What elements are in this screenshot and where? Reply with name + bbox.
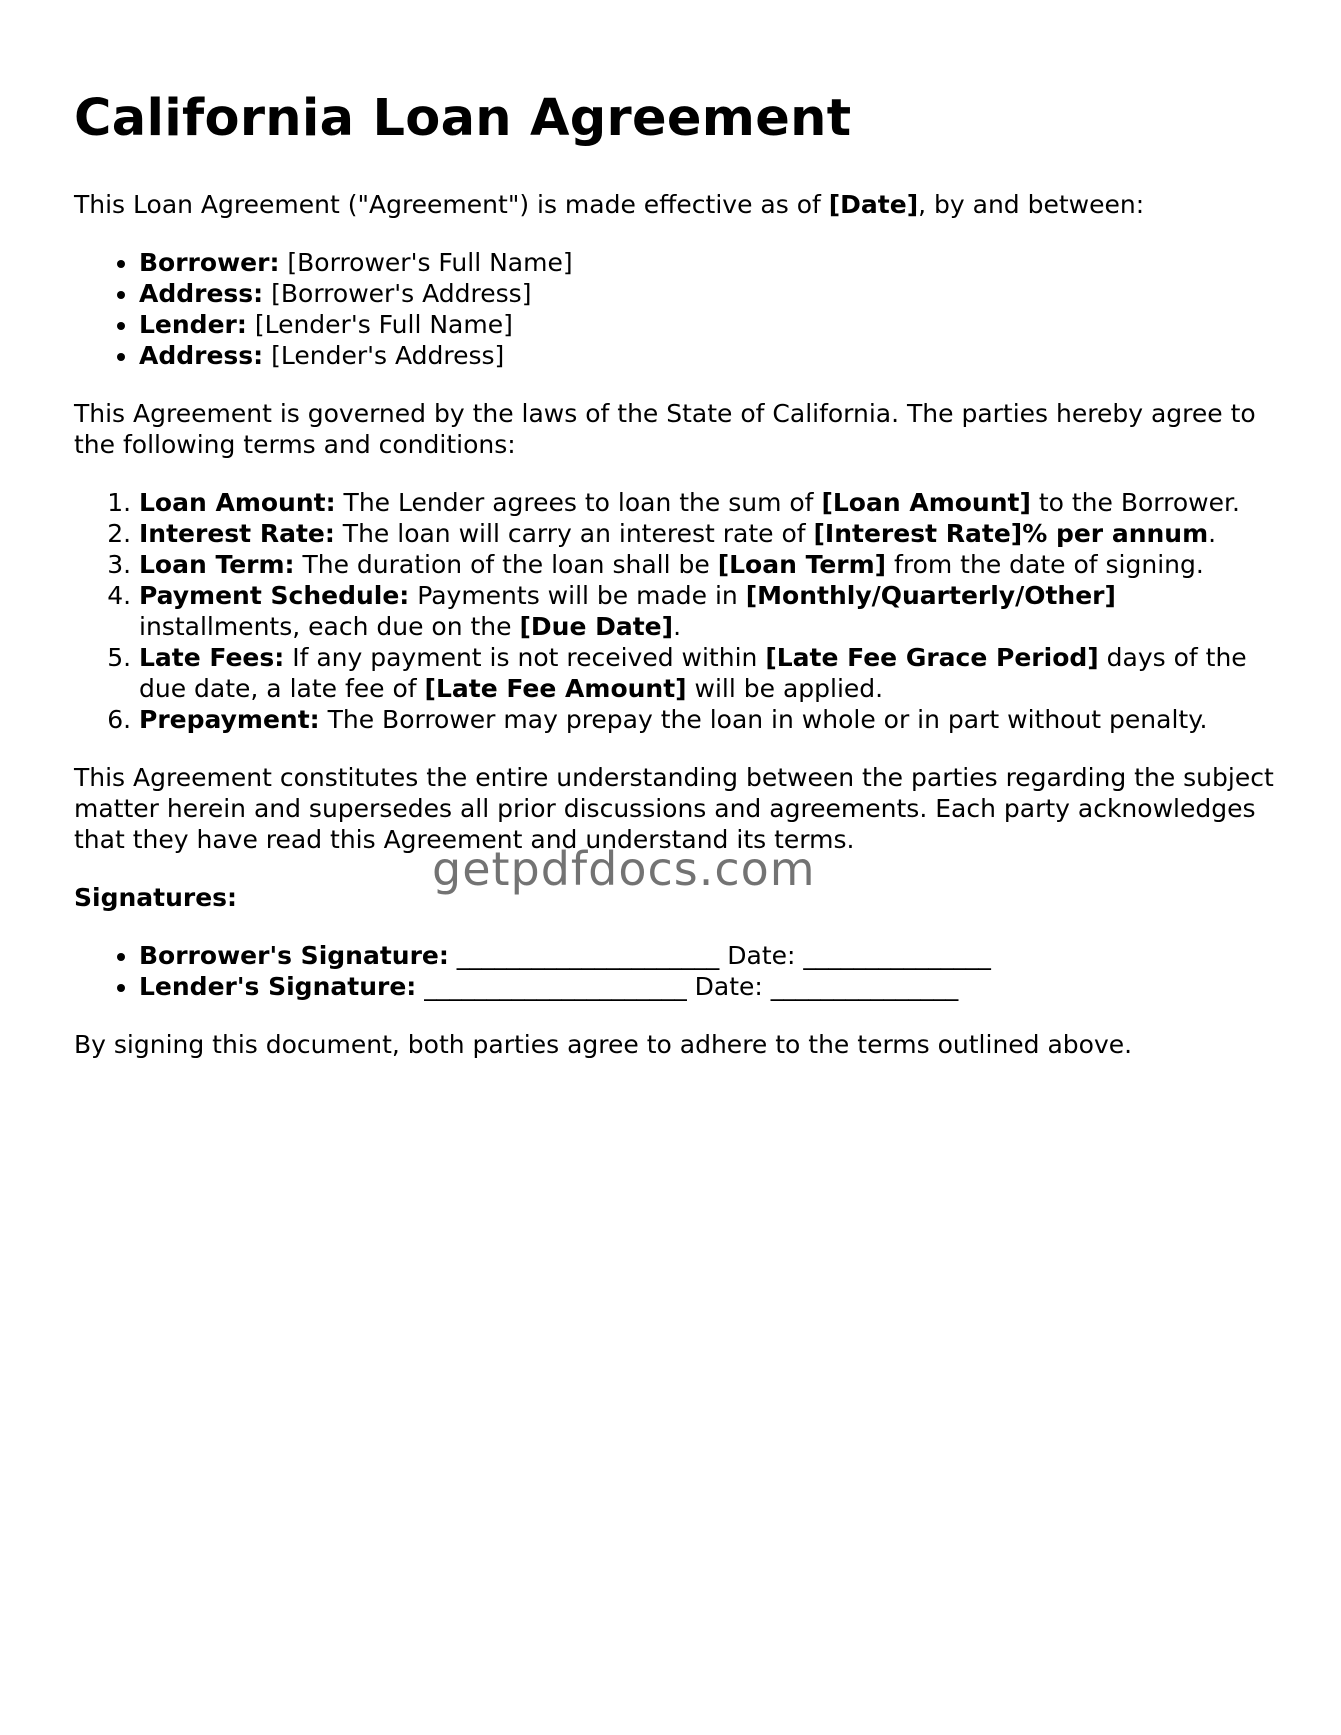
term-placeholder: [Loan Term] <box>717 550 887 580</box>
list-item <box>139 580 1274 642</box>
signature-line: _____________________ Date: _______________ <box>416 972 959 1002</box>
list-item <box>139 518 1274 549</box>
intro-text-after: , by and between: <box>918 190 1145 220</box>
effective-date-placeholder: [Date] <box>828 190 919 220</box>
term-text: The loan will carry an interest rate of <box>334 519 814 549</box>
party-label: Borrower: <box>139 248 280 278</box>
term-placeholder: [Loan Amount] <box>821 488 1031 518</box>
term-text: The duration of the loan shall be <box>294 550 718 580</box>
document-title: California Loan Agreement <box>74 89 852 148</box>
term-text: from the date of signing. <box>886 550 1204 580</box>
signatures-list <box>74 940 1274 1002</box>
term-label: Payment Schedule: <box>139 581 410 611</box>
closing-paragraph: This Agreement constitutes the entire understanding between the parties regarding the subject matter herein and supersedes all prior discussions and agreements. Each party acknowledges that they have read this Agreement and understand its terms. <box>74 763 1274 855</box>
term-text: Payments will be made in <box>409 581 746 611</box>
document-page <box>74 88 1274 1060</box>
party-label: Address: <box>139 341 264 371</box>
party-value: [Borrower's Full Name] <box>279 248 573 278</box>
term-label: Prepayment: <box>139 705 320 735</box>
terms-list <box>74 487 1274 735</box>
term-text: days of the due date, a late fee of <box>139 643 1247 704</box>
list-item <box>139 309 1274 340</box>
party-label: Address: <box>139 279 264 309</box>
footer-paragraph: By signing this document, both parties agree to adhere to the terms outlined above. <box>74 1030 1133 1060</box>
signature-label: Borrower's Signature: <box>139 941 449 971</box>
term-placeholder: [Interest Rate]% per annum <box>813 519 1209 549</box>
signature-label: Lender's Signature: <box>139 972 417 1002</box>
term-label: Loan Amount: <box>139 488 336 518</box>
term-text: The Lender agrees to loan the sum of <box>335 488 822 518</box>
list-item <box>139 971 1274 1002</box>
intro-text-before: This Loan Agreement ("Agreement") is made effective as of <box>74 190 829 220</box>
term-text: installments, each due on the <box>139 612 520 642</box>
term-label: Late Fees: <box>139 643 285 673</box>
term-text: The Borrower may prepay the loan in whole or in part without penalty. <box>319 705 1208 735</box>
term-placeholder: [Late Fee Grace Period] <box>765 643 1099 673</box>
term-text: If any payment is not received within <box>284 643 766 673</box>
watermark: getpdfdocs.com <box>432 842 816 896</box>
signature-line: _____________________ Date: _______________ <box>448 941 991 971</box>
list-item <box>139 549 1274 580</box>
parties-list <box>74 247 1274 371</box>
term-placeholder: [Late Fee Amount] <box>424 674 687 704</box>
term-label: Interest Rate: <box>139 519 335 549</box>
party-value: [Lender's Full Name] <box>246 310 513 340</box>
term-text: . <box>1208 519 1217 549</box>
term-placeholder: [Due Date] <box>519 612 674 642</box>
list-item <box>139 340 1274 371</box>
term-text: to the Borrower. <box>1030 488 1240 518</box>
party-value: [Lender's Address] <box>263 341 505 371</box>
party-label: Lender: <box>139 310 247 340</box>
term-text: will be applied. <box>686 674 884 704</box>
party-value: [Borrower's Address] <box>263 279 532 309</box>
signatures-heading: Signatures: <box>74 883 238 913</box>
list-item <box>139 278 1274 309</box>
list-item <box>139 704 1274 735</box>
list-item <box>139 642 1274 704</box>
intro-paragraph <box>74 189 1274 220</box>
term-label: Loan Term: <box>139 550 295 580</box>
term-text: . <box>673 612 682 642</box>
list-item <box>139 940 1274 971</box>
governing-law-paragraph: This Agreement is governed by the laws of the State of California. The parties hereby agree to the following terms and conditions: <box>74 399 1256 460</box>
list-item <box>139 247 1274 278</box>
term-placeholder: [Monthly/Quarterly/Other] <box>745 581 1116 611</box>
list-item <box>139 487 1274 518</box>
